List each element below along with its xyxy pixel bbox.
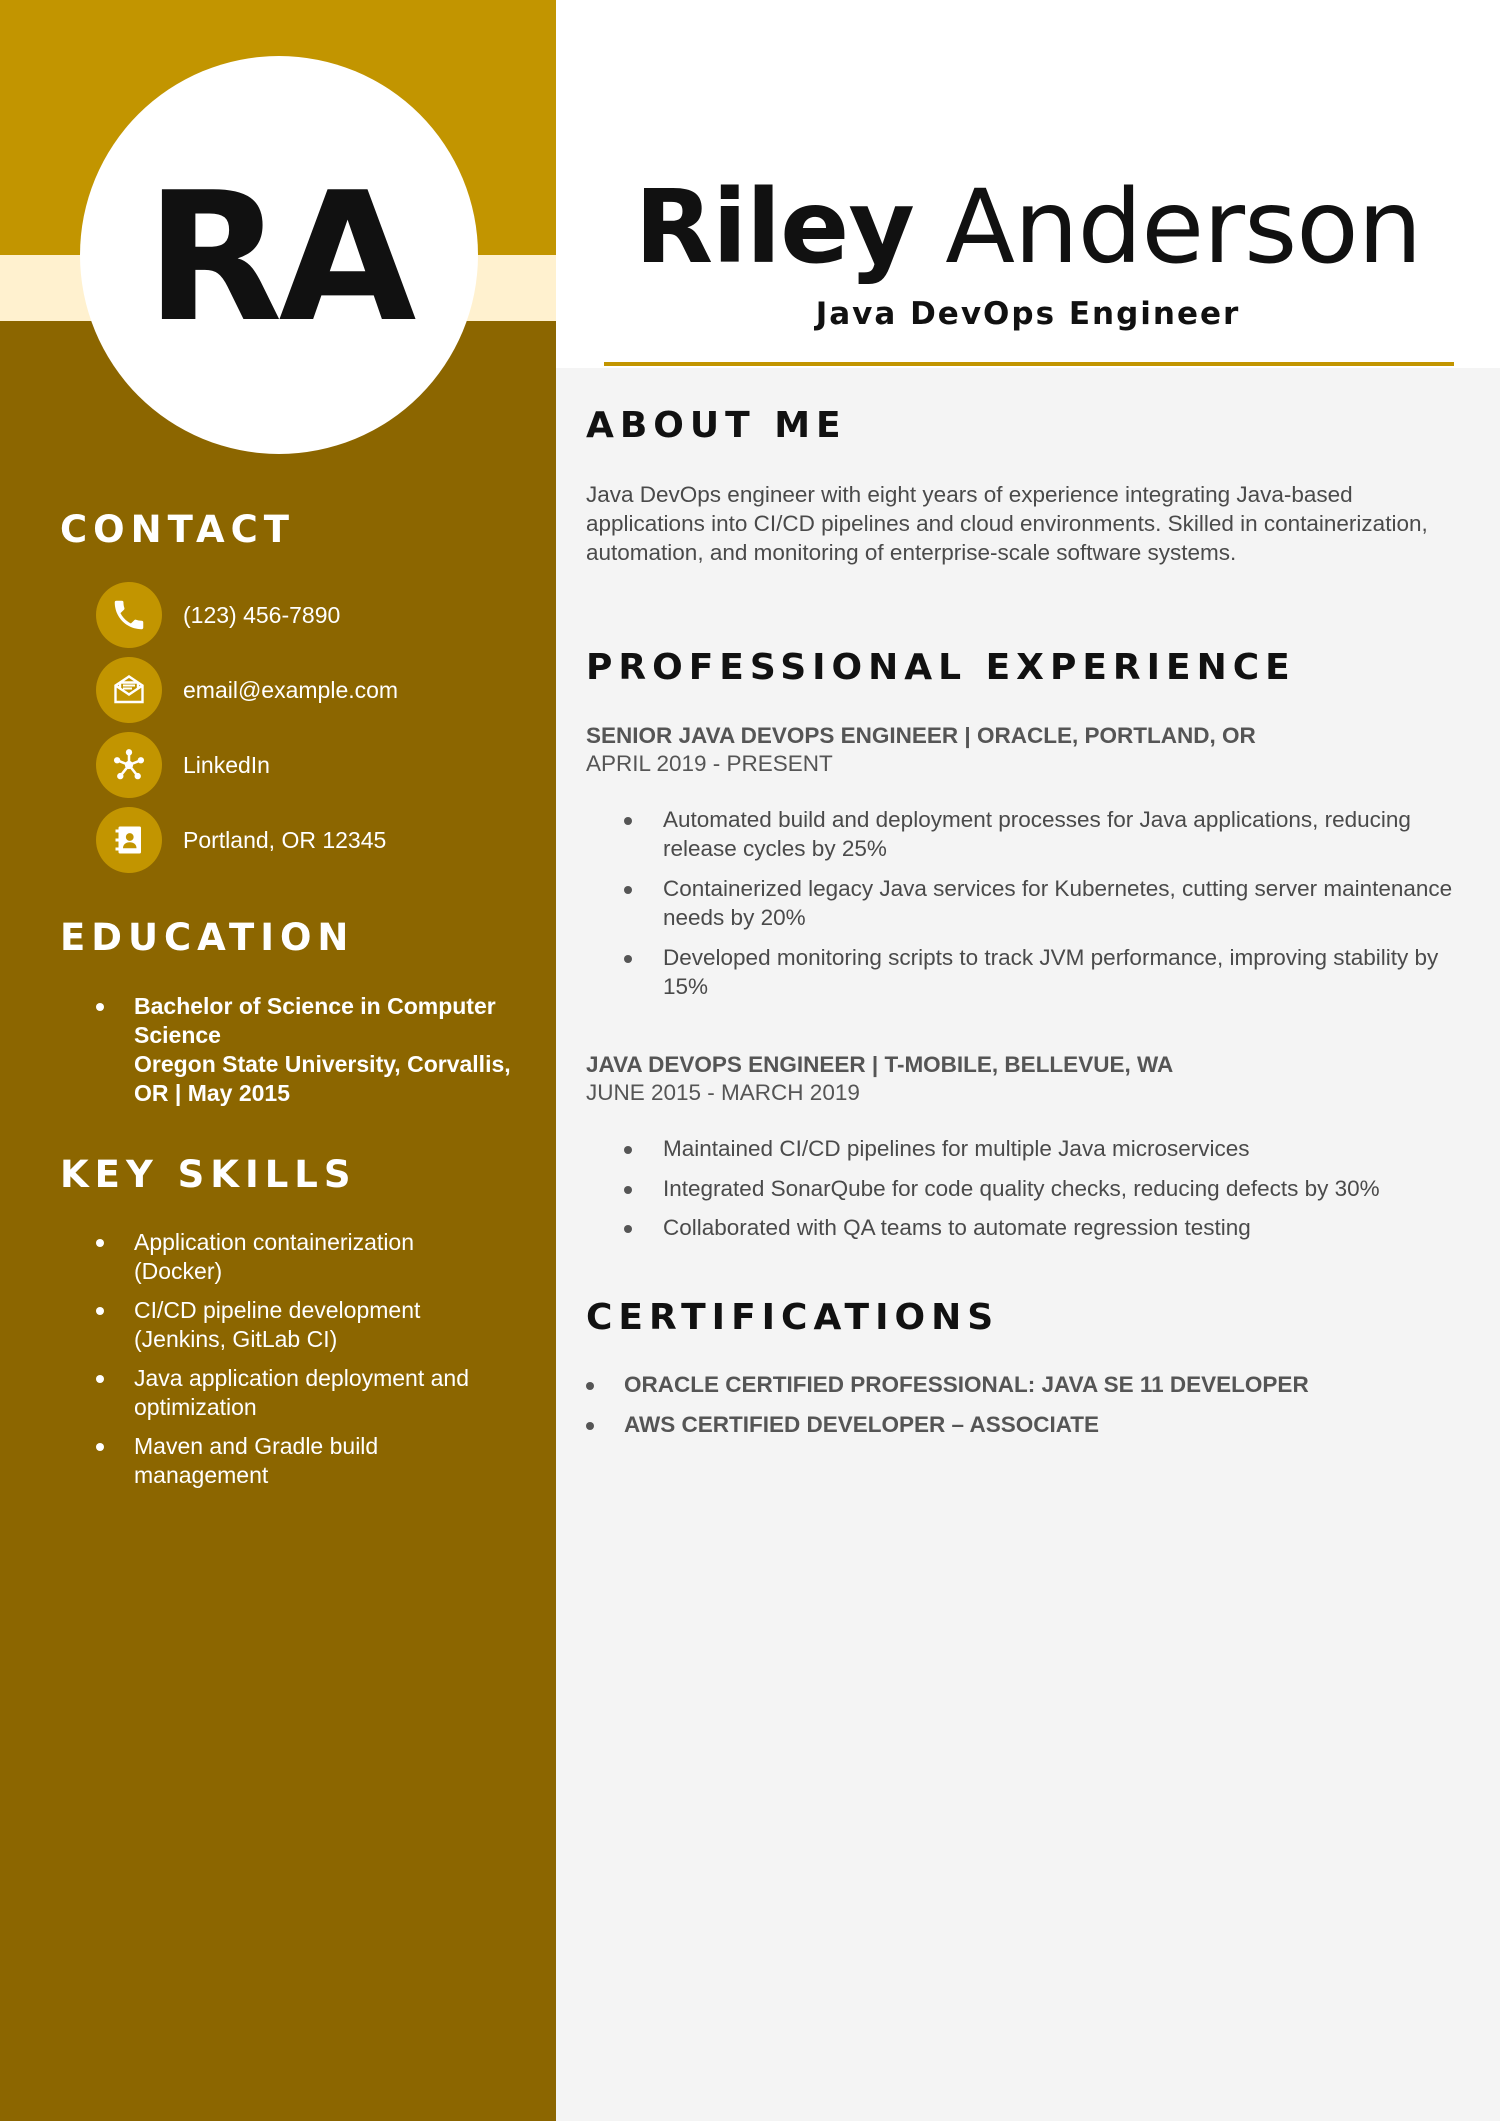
- contact-heading: CONTACT: [60, 508, 295, 551]
- education-list: [96, 992, 526, 1108]
- skills-heading: KEY SKILLS: [60, 1153, 357, 1196]
- education-degree: Bachelor of Science in Computer Science: [134, 993, 496, 1048]
- education-heading: EDUCATION: [60, 916, 355, 959]
- job-bullet: Integrated SonarQube for code quality checks, reducing defects by 30%: [624, 1175, 1454, 1204]
- email-icon: [96, 657, 162, 723]
- experience-heading: PROFESSIONAL EXPERIENCE: [586, 647, 1296, 688]
- job-dates: JUNE 2015 - MARCH 2019: [586, 1080, 860, 1105]
- contact-linkedin: [96, 732, 270, 798]
- contact-address: [96, 807, 386, 873]
- contact-phone-text: (123) 456-7890: [183, 601, 341, 628]
- job-title: SENIOR JAVA DEVOPS ENGINEER | ORACLE, PORTLAND, OR: [586, 723, 1256, 748]
- certifications-heading: CERTIFICATIONS: [586, 1297, 1000, 1338]
- job-bullet: Collaborated with QA teams to automate regression testing: [624, 1214, 1454, 1243]
- skills-list: [96, 1228, 496, 1490]
- job-bullets: [624, 1135, 1454, 1255]
- first-name: Riley: [634, 168, 914, 287]
- monogram-initials: RA: [145, 153, 413, 361]
- contact-address-text: Portland, OR 12345: [183, 826, 387, 853]
- job-bullet: Containerized legacy Java services for Kubernetes, cutting server maintenance needs by 20%: [624, 875, 1454, 932]
- contact-email-text[interactable]: email@example.com: [183, 676, 399, 703]
- certification-item: AWS CERTIFIED DEVELOPER – ASSOCIATE: [586, 1405, 1436, 1445]
- contact-email: [96, 657, 398, 723]
- job-bullet: Automated build and deployment processes for Java applications, reducing release cycles by 25%: [624, 806, 1454, 863]
- address-card-icon: [96, 807, 162, 873]
- skill-item: Java application deployment and optimization: [96, 1364, 496, 1422]
- header-divider: [604, 362, 1454, 366]
- job-dates: APRIL 2019 - PRESENT: [586, 751, 833, 776]
- skill-item: Maven and Gradle build management: [96, 1432, 496, 1490]
- contact-linkedin-text[interactable]: LinkedIn: [183, 751, 270, 778]
- linkedin-icon: [96, 732, 162, 798]
- about-heading: ABOUT ME: [586, 405, 847, 446]
- job-bullet: Maintained CI/CD pipelines for multiple Java microservices: [624, 1135, 1454, 1164]
- certifications-list: [586, 1365, 1436, 1445]
- last-name: Anderson: [945, 168, 1422, 287]
- job-title: JAVA DEVOPS ENGINEER | T-MOBILE, BELLEVUE, WA: [586, 1052, 1174, 1077]
- education-school: Oregon State University, Corvallis, OR | May 2015: [134, 1051, 511, 1106]
- job-bullet: Developed monitoring scripts to track JVM performance, improving stability by 15%: [624, 944, 1454, 1001]
- job-role: Java DevOps Engineer: [815, 296, 1241, 332]
- contact-phone: [96, 582, 340, 648]
- skill-item: Application containerization (Docker): [96, 1228, 496, 1286]
- skill-item: CI/CD pipeline development (Jenkins, GitLab CI): [96, 1296, 496, 1354]
- job-bullets: [624, 806, 1454, 1013]
- certification-item: ORACLE CERTIFIED PROFESSIONAL: JAVA SE 11 DEVELOPER: [586, 1365, 1436, 1405]
- monogram-circle: [80, 56, 478, 454]
- full-name: [556, 168, 1500, 287]
- phone-icon: [96, 582, 162, 648]
- education-item: [96, 992, 526, 1108]
- about-text: Java DevOps engineer with eight years of experience integrating Java-based applications into CI/CD pipelines and cloud environments. Skilled in containerization, automation, and monitoring of enterprise-scale software systems.: [586, 482, 1428, 565]
